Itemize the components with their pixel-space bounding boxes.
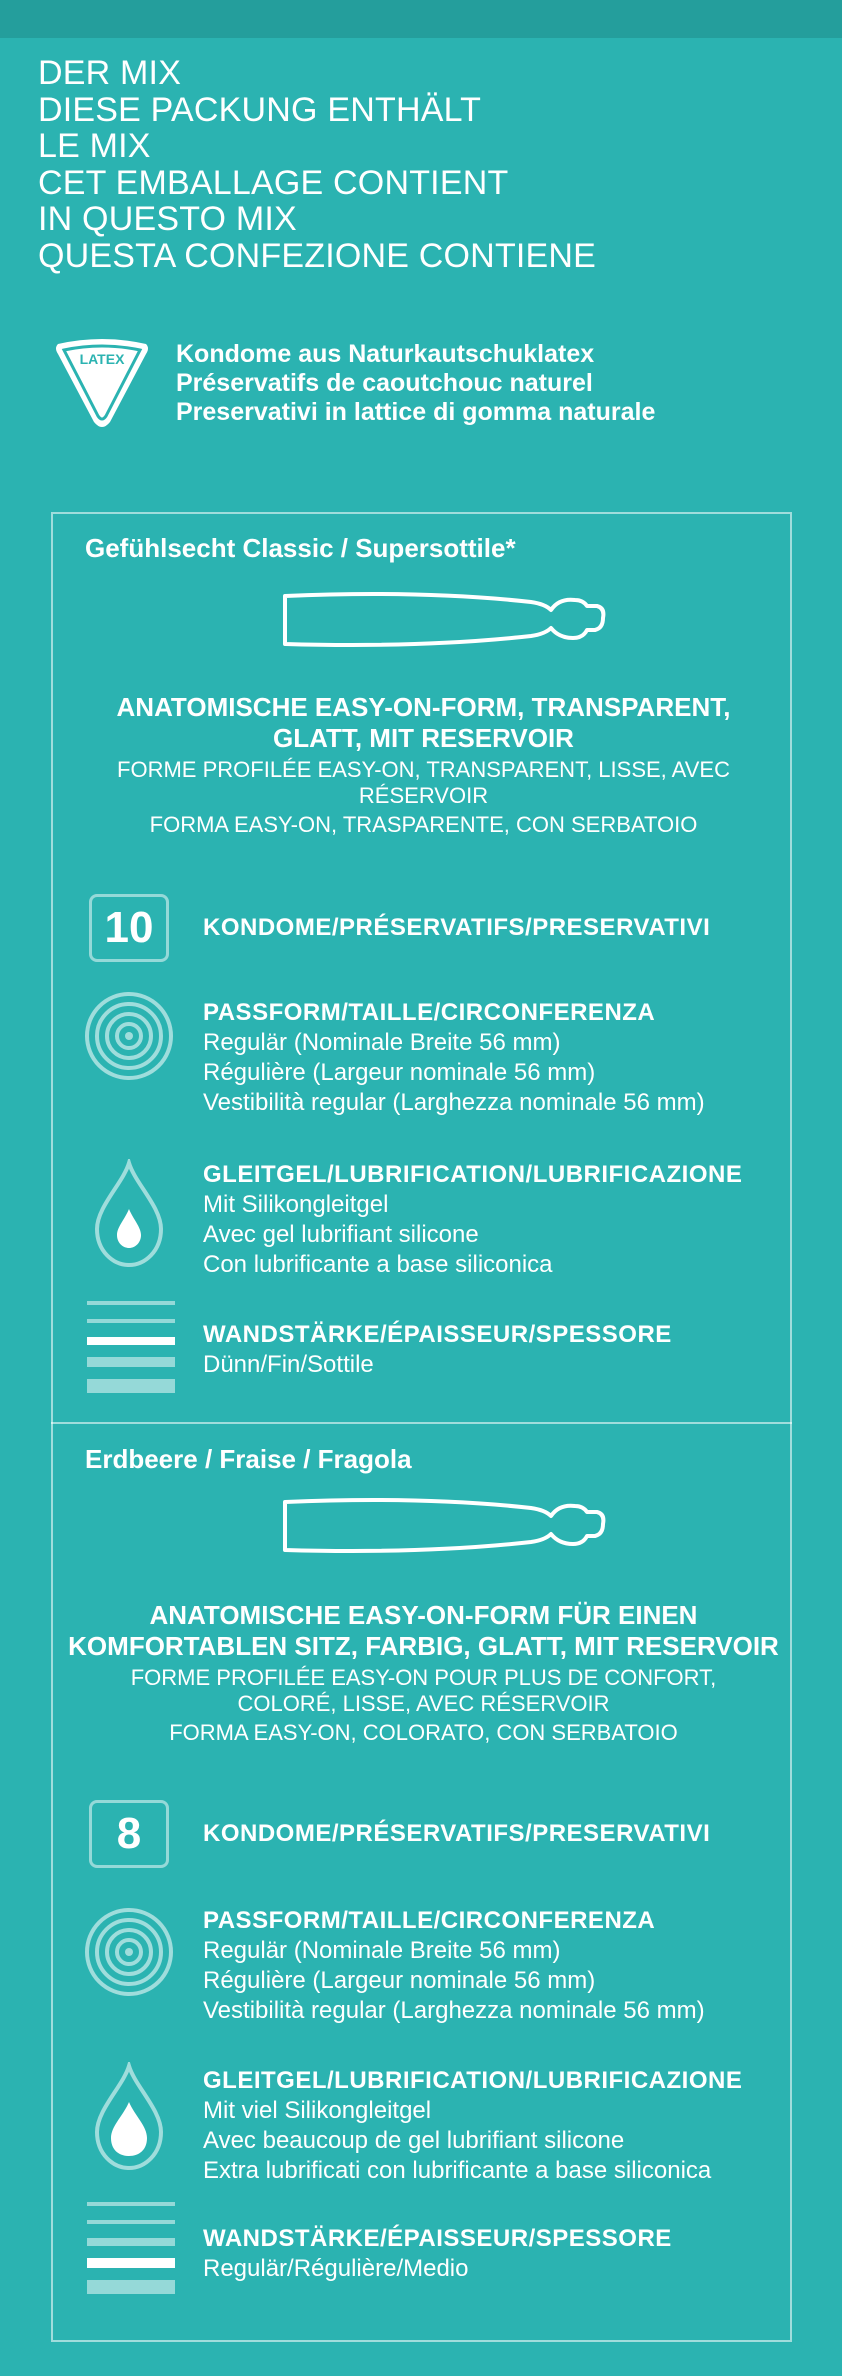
mix-headings: [38, 55, 596, 274]
desc-fr-line: COLORÉ, LISSE, AVEC RÉSERVOIR: [237, 1691, 610, 1716]
lube-drop-icon: [83, 2062, 175, 2172]
lube-info: [203, 2066, 742, 2186]
desc-fr-line: FORME PROFILÉE EASY-ON POUR PLUS DE CONFORT,: [130, 1665, 717, 1690]
desc-fr-line: RÉSERVOIR: [358, 783, 489, 808]
fit-line: Vestibilità regular (Larghezza nominale 56 mm): [203, 1089, 705, 1116]
fit-line: Régulière (Largeur nominale 56 mm): [203, 1967, 596, 1994]
heading-line: IN QUESTO MIX: [38, 200, 297, 238]
lube-line: Con lubrificante a base siliconica: [203, 1251, 553, 1278]
fit-heading: PASSFORM/TAILLE/CIRCONFERENZA: [203, 1907, 656, 1934]
count-label: KONDOME/PRÉSERVATIFS/PRESERVATIVI: [203, 1820, 711, 1847]
product-description: [53, 1600, 794, 1746]
heading-line: LE MIX: [38, 127, 151, 165]
lube-heading: GLEITGEL/LUBRIFICATION/LUBRIFICAZIONE: [203, 2067, 743, 2094]
count-label: KONDOME/PRÉSERVATIFS/PRESERVATIVI: [203, 914, 711, 941]
product-panel-strawberry: [51, 1422, 792, 2342]
condom-outline-icon: [283, 1492, 613, 1592]
latex-triangle-icon: [50, 336, 154, 430]
latex-line: Preservativi in lattice di gomma naturale: [176, 398, 656, 426]
lube-line: Extra lubrificati con lubrificante a base siliconica: [203, 2157, 712, 2184]
desc-fr-line: FORME PROFILÉE EASY-ON, TRANSPARENT, LISSE, AVEC: [117, 757, 730, 782]
product-title: Gefühlsecht Classic / Supersottile*: [85, 533, 516, 563]
thickness-lines-icon: [83, 1299, 179, 1399]
fit-heading: PASSFORM/TAILLE/CIRCONFERENZA: [203, 999, 656, 1026]
fit-line: Vestibilità regular (Larghezza nominale 56 mm): [203, 1997, 705, 2024]
count-badge: 10: [89, 894, 169, 962]
latex-line: Préservatifs de caoutchouc naturel: [176, 369, 593, 397]
desc-it-line: FORMA EASY-ON, COLORATO, CON SERBATOIO: [169, 1720, 678, 1745]
lube-line: Mit Silikongleitgel: [203, 1191, 389, 1218]
heading-line: CET EMBALLAGE CONTIENT: [38, 163, 509, 202]
lube-info: [203, 1160, 742, 1280]
fit-line: Régulière (Largeur nominale 56 mm): [203, 1059, 596, 1086]
lube-line: Avec beaucoup de gel lubrifiant silicone: [203, 2127, 625, 2154]
top-band: [0, 0, 842, 38]
product-title: Erdbeere / Fraise / Fragola: [85, 1444, 412, 1474]
lube-drop-icon: [83, 1159, 175, 1269]
desc-de-line: ANATOMISCHE EASY-ON-FORM FÜR EINEN: [149, 1600, 698, 1630]
product-panel-classic: [51, 512, 792, 1424]
fit-rings-icon: [83, 1906, 175, 1998]
latex-line: Kondome aus Naturkautschuklatex: [176, 340, 595, 368]
heading-line: DIESE PACKUNG ENTHÄLT: [38, 90, 482, 129]
condom-outline-icon: [283, 586, 613, 686]
product-description: [53, 692, 794, 838]
heading-line: QUESTA CONFEZIONE CONTIENE: [38, 236, 597, 275]
desc-de-line: GLATT, MIT RESERVOIR: [273, 723, 574, 753]
fit-line: Regulär (Nominale Breite 56 mm): [203, 1937, 561, 1964]
wall-info: [203, 2224, 672, 2284]
count-badge: 8: [89, 1800, 169, 1868]
lube-line: Avec gel lubrifiant silicone: [203, 1221, 479, 1248]
wall-line: Regulär/Régulière/Medio: [203, 2255, 469, 2282]
lube-line: Mit viel Silikongleitgel: [203, 2097, 432, 2124]
fit-info: [203, 998, 705, 1118]
fit-line: Regulär (Nominale Breite 56 mm): [203, 1029, 561, 1056]
heading-line: DER MIX: [38, 54, 182, 92]
wall-heading: WANDSTÄRKE/ÉPAISSEUR/SPESSORE: [203, 1321, 672, 1348]
desc-it-line: FORMA EASY-ON, TRASPARENTE, CON SERBATOIO: [149, 812, 698, 837]
thickness-lines-icon: [83, 2200, 179, 2300]
desc-de-line: KOMFORTABLEN SITZ, FARBIG, GLATT, MIT RESERVOIR: [68, 1631, 779, 1661]
fit-info: [203, 1906, 705, 2026]
desc-de-line: ANATOMISCHE EASY-ON-FORM, TRANSPARENT,: [116, 692, 731, 722]
wall-heading: WANDSTÄRKE/ÉPAISSEUR/SPESSORE: [203, 2225, 672, 2252]
wall-line: Dünn/Fin/Sottile: [203, 1351, 374, 1378]
lube-heading: GLEITGEL/LUBRIFICATION/LUBRIFICAZIONE: [203, 1161, 743, 1188]
latex-icon-label: LATEX: [79, 351, 125, 367]
wall-info: [203, 1320, 672, 1380]
fit-rings-icon: [83, 990, 175, 1082]
